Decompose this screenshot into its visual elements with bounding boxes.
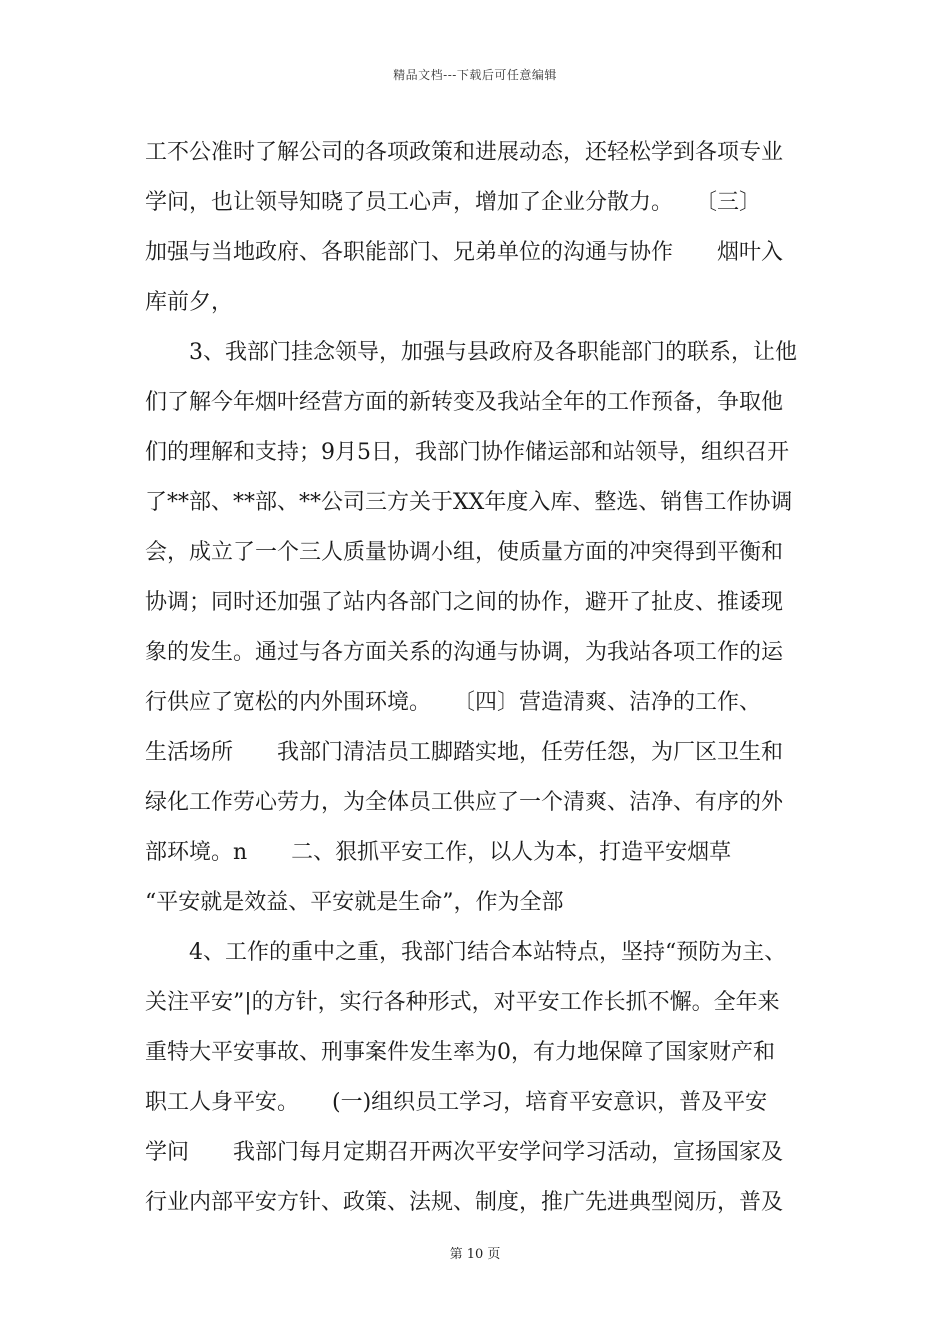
page-header: 精品文档---下载后可任意编辑: [393, 68, 557, 82]
page-number: 第 10 页: [449, 1247, 501, 1262]
text-line: 协调；同时还加强了站内各部门之间的协作，避开了扯皮、推诿现: [145, 590, 784, 615]
text-line: “平安就是效益、平安就是生命”，作为全部: [145, 890, 564, 915]
text-line: 们了解今年烟叶经营方面的新转变及我站全年的工作预备，争取他: [145, 390, 784, 415]
text-line: 职工人身平安。 (一)组织员工学习，培育平安意识，普及平安: [145, 1090, 768, 1115]
text-line: 行供应了宽松的内外围环境。 〔四〕营造清爽、洁净的工作、: [145, 690, 762, 715]
text-line: 学问 我部门每月定期召开两次平安学问学习活动，宣扬国家及: [145, 1140, 784, 1165]
text-line: 部环境。n 二、狠抓平安工作，以人为本，打造平安烟草: [145, 840, 754, 865]
text-line: 关注平安”|的方针，实行各种形式，对平安工作长抓不懈。全年来: [145, 990, 780, 1015]
text-line: 绿化工作劳心劳力，为全体员工供应了一个清爽、洁净、有序的外: [145, 790, 784, 815]
text-line: 加强与当地政府、各职能部门、兄弟单位的沟通与协作 烟叶入: [145, 240, 784, 265]
text-line: 学问，也让领导知晓了员工心声，增加了企业分散力。 〔三〕: [145, 190, 762, 215]
document-body: [145, 128, 815, 1228]
text-line: 行业内部平安方针、政策、法规、制度，推广先进典型阅历，普及: [145, 1190, 784, 1215]
text-line: 生活场所 我部门清洁员工脚踏实地，任劳任怨，为厂区卫生和: [145, 740, 784, 765]
text-line: 重特大平安事故、刑事案件发生率为0，有力地保障了国家财产和: [145, 1040, 775, 1065]
text-line: 4、工作的重中之重，我部门结合本站特点，坚持“预防为主、: [145, 940, 787, 965]
text-line: 会，成立了一个三人质量协调小组，使质量方面的冲突得到平衡和: [145, 540, 784, 565]
text-line: 工不公准时了解公司的各项政策和进展动态，还轻松学到各项专业: [145, 140, 784, 165]
text-line: 们的理解和支持；9月5日，我部门协作储运部和站领导，组织召开: [145, 440, 789, 465]
text-line: 3、我部门挂念领导，加强与县政府及各职能部门的联系，让他: [145, 340, 797, 365]
text-line: 象的发生。通过与各方面关系的沟通与协调，为我站各项工作的运: [145, 640, 784, 665]
text-line: 库前夕，: [145, 290, 234, 315]
text-line: 了**部、**部、**公司三方关于XX年度入库、整选、销售工作协调: [145, 490, 793, 515]
